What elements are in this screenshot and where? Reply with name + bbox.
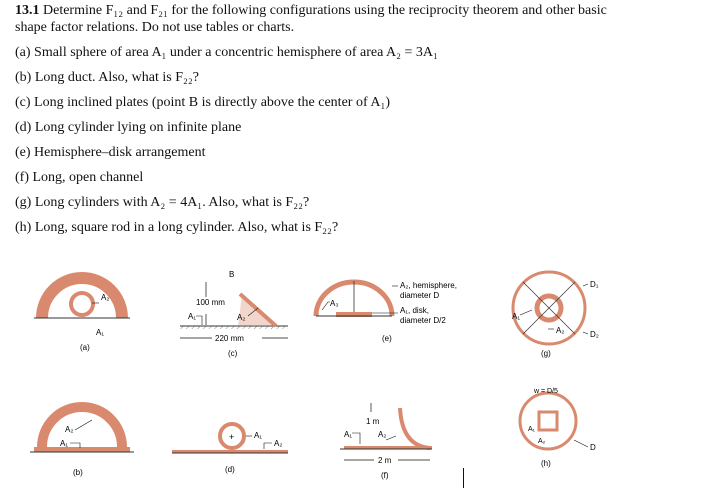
item-b: (b) Long duct. Also, what is F₂₂? (15, 70, 199, 85)
fig-c-label-a1: A₁ (188, 312, 197, 321)
fig-f-label-a2: A₂ (378, 430, 387, 439)
figure-a (34, 278, 130, 352)
fig-h-label-d: D (590, 443, 596, 452)
item-d: (d) Long cylinder lying on infinite plane (15, 120, 242, 135)
fig-f-caption: (f) (381, 471, 389, 480)
text-cursor (463, 468, 464, 488)
problem-intro: Determine F₁₂ and F₂₁ for the following configurations using the reciprocity theorem and other basic (43, 3, 607, 18)
fig-g-label-a2: A₂ (556, 326, 565, 335)
fig-e-caption: (e) (382, 334, 392, 343)
fig-e-note-a2-dim: diameter D (400, 291, 440, 300)
fig-e-note-a2: A₂, hemisphere, (400, 281, 457, 290)
figure-b (30, 407, 134, 477)
item-g: (g) Long cylinders with A₂ = 4A₁. Also, what is F₂₂? (15, 195, 310, 210)
fig-a-caption: (a) (80, 343, 90, 352)
item-e: (e) Hemisphere–disk arrangement (15, 145, 206, 160)
fig-e-note-a1-dim: diameter D/2 (400, 316, 446, 325)
figure-d (172, 424, 288, 474)
fig-h-label-a1: A₁ (528, 426, 536, 433)
item-f: (f) Long, open channel (15, 170, 144, 185)
fig-c-dim-width: 220 mm (215, 334, 244, 343)
figure-h (520, 388, 596, 468)
fig-e-label-a3: A₃ (330, 299, 339, 308)
fig-h-label-w: w = D/5 (534, 388, 558, 395)
fig-c-dim-height: 100 mm (196, 298, 225, 307)
problem-intro-line-2: shape factor relations. Do not use tables or charts. (15, 20, 295, 35)
figure-f (340, 403, 432, 480)
fig-e-note-a1: A₁, disk, (400, 306, 429, 315)
fig-g-label-d1: D₁ (590, 280, 599, 289)
fig-b-label-a2: A₂ (65, 425, 74, 434)
fig-g-label-a1: A₁ (512, 312, 521, 321)
fig-d-center-mark: + (229, 432, 235, 442)
fig-b-caption: (b) (73, 468, 83, 477)
item-c: (c) Long inclined plates (point B is directly above the center of A₁) (15, 95, 390, 110)
fig-f-dim-height: 1 m (366, 417, 380, 426)
fig-b-label-a1: A₁ (60, 439, 69, 448)
fig-f-dim-width: 2 m (378, 456, 392, 465)
fig-d-label-a2: A₂ (274, 439, 283, 448)
fig-d-label-a1: A₁ (254, 431, 263, 440)
fig-c-label-a2: A₂ (237, 313, 246, 322)
fig-c-caption: (c) (228, 349, 238, 358)
figure-c (180, 270, 288, 358)
fig-h-label-a2: A₂ (538, 438, 546, 445)
fig-a-label-a1: A₁ (96, 328, 105, 337)
fig-c-label-b: B (229, 270, 235, 279)
figure-e (316, 281, 457, 343)
item-a: (a) Small sphere of area A₁ under a concentric hemisphere of area A₂ = 3A₁ (15, 45, 438, 60)
fig-g-label-d2: D₂ (590, 330, 599, 339)
problem-number: 13.1 (15, 3, 40, 18)
fig-f-label-a1: A₁ (344, 430, 353, 439)
fig-g-caption: (g) (541, 349, 551, 358)
figure-g (512, 272, 599, 358)
item-h: (h) Long, square rod in a long cylinder. Also, what is F₂₂? (15, 220, 339, 235)
fig-a-label-a2: A₂ (101, 293, 110, 302)
fig-d-caption: (d) (225, 465, 235, 474)
fig-h-caption: (h) (541, 459, 551, 468)
